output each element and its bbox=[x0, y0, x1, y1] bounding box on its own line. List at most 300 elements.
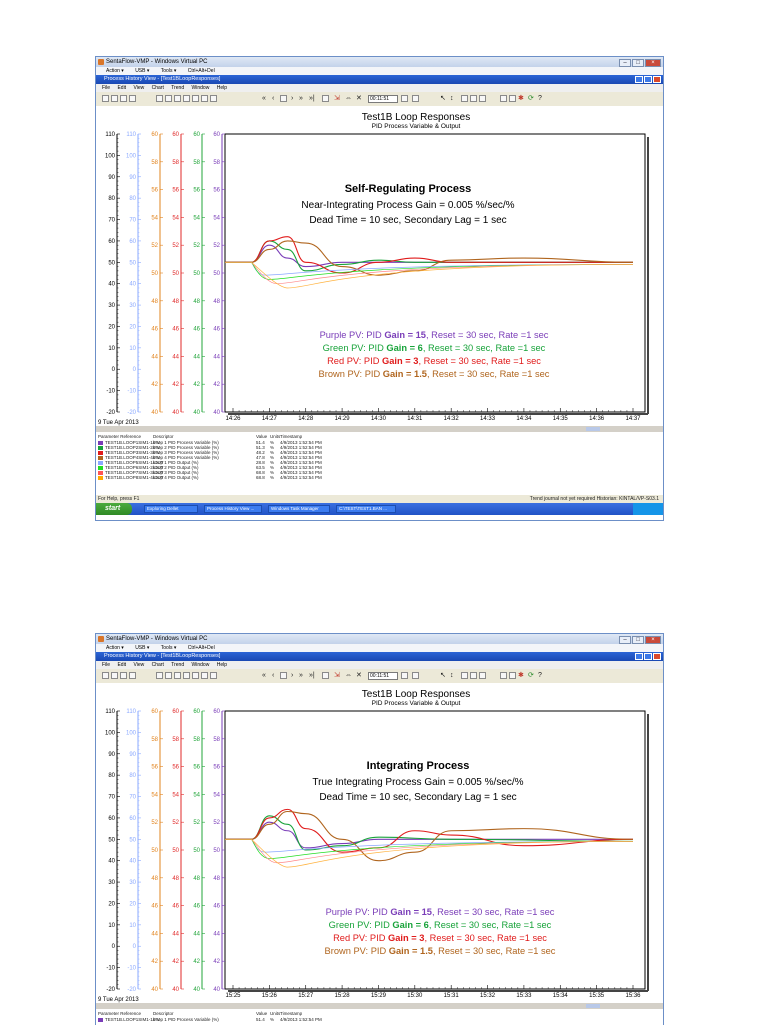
zoom-icon[interactable] bbox=[322, 672, 329, 679]
screenshot-self-regulating bbox=[95, 56, 664, 521]
output-tick-label: 60 bbox=[172, 132, 179, 138]
pv-tick-label: 50 bbox=[108, 837, 115, 844]
vpc-menu-ctrlaltdel[interactable]: Ctrl+Alt+Del bbox=[187, 68, 215, 74]
x-tick-label: 15:25 bbox=[225, 993, 241, 999]
status-bar bbox=[96, 495, 663, 503]
step-forward-icon[interactable]: › bbox=[291, 672, 294, 679]
cell-ts: 4/9/2013 1:52:54 PM bbox=[280, 450, 322, 455]
app-icon bbox=[98, 59, 104, 65]
cell-desc: Loop 3 PID Output (%) bbox=[153, 470, 199, 475]
output-tick-label: 46 bbox=[213, 903, 220, 910]
vpc-menu-ctrlaltdel[interactable]: Ctrl+Alt+Del bbox=[187, 645, 215, 651]
output-tick-label: 60 bbox=[151, 709, 158, 715]
output-tick-label: 54 bbox=[172, 792, 179, 799]
time-dropdown-icon[interactable] bbox=[401, 672, 408, 679]
x-tick-label: 14:29 bbox=[334, 416, 350, 422]
gain-legend-line: Purple PV: PID Gain = 15, Reset = 30 sec, Rate =1 sec bbox=[319, 330, 549, 340]
output-tick-label: 42 bbox=[151, 382, 158, 389]
chart-tool-2-icon[interactable] bbox=[165, 95, 172, 102]
time-dropdown-icon[interactable] bbox=[401, 95, 408, 102]
pv-tick-label: 0 bbox=[111, 944, 115, 951]
output-tick-label: 52 bbox=[151, 820, 158, 827]
menu-edit[interactable]: Edit bbox=[117, 85, 127, 91]
app-minimize-button[interactable] bbox=[635, 76, 643, 83]
cell-ts: 4/9/2013 1:52:54 PM bbox=[280, 460, 322, 465]
output-tick-label: 40 bbox=[193, 987, 200, 993]
new-icon[interactable] bbox=[102, 95, 109, 102]
cell-ref: TEST1B.LOOP6SIM1-2/OUT bbox=[105, 465, 164, 470]
output-tick-label: 50 bbox=[172, 271, 179, 277]
pv-tick-label: 80 bbox=[108, 196, 115, 203]
chart-tool-3-icon[interactable] bbox=[174, 95, 181, 102]
vpc-menu-tools[interactable]: Tools ▾ bbox=[160, 68, 177, 74]
task-exploring[interactable]: Exploring Dellet bbox=[144, 505, 198, 513]
x-tick-label: 15:27 bbox=[298, 993, 314, 999]
scroll-end-icon[interactable]: »| bbox=[309, 95, 315, 102]
horizontal-scrollbar[interactable] bbox=[96, 1003, 663, 1009]
scroll-forward-icon[interactable]: » bbox=[299, 672, 303, 679]
refresh-icon[interactable]: ⟳ bbox=[528, 95, 534, 102]
gain-legend-line: Red PV: PID Gain = 3, Reset = 30 sec, Rate =1 sec bbox=[333, 933, 547, 943]
output-tick-label: 56 bbox=[151, 764, 158, 771]
series-swatch bbox=[98, 1018, 103, 1022]
output-tick-label: 44 bbox=[193, 931, 200, 938]
pv-tick-label: 110 bbox=[126, 709, 136, 715]
legend-icon[interactable] bbox=[479, 95, 486, 102]
app-title: Process History View - [Test1BLoopResponses] bbox=[104, 76, 221, 82]
minimize-button[interactable]: – bbox=[619, 636, 631, 644]
vpc-menu-usb[interactable]: USB ▾ bbox=[135, 645, 150, 651]
trend-table bbox=[96, 434, 663, 494]
time-span-field[interactable]: 00:11:51 bbox=[368, 95, 398, 103]
output-tick-label: 44 bbox=[172, 931, 179, 938]
pv-tick-label: -10 bbox=[127, 388, 136, 395]
output-tick-label: 60 bbox=[193, 709, 200, 715]
close-trend-icon[interactable]: ✕ bbox=[356, 95, 362, 102]
pv-tick-label: 80 bbox=[129, 773, 136, 780]
pv-tick-label: 20 bbox=[129, 324, 136, 331]
output-tick-label: 40 bbox=[172, 987, 179, 993]
pv-tick-label: 10 bbox=[108, 922, 115, 929]
cell-value: 51.3 bbox=[256, 445, 265, 450]
pv-tick-label: 90 bbox=[108, 174, 115, 181]
output-tick-label: 40 bbox=[151, 987, 158, 993]
pan-tool-icon[interactable]: ↕ bbox=[450, 672, 454, 679]
cell-ref: TEST1B.LOOP3SIM1-3/PV bbox=[105, 450, 161, 455]
step-back-icon[interactable]: ‹ bbox=[272, 672, 275, 679]
chart-tool-6-icon[interactable] bbox=[201, 95, 208, 102]
maximize-button[interactable]: □ bbox=[632, 636, 644, 644]
cell-units: % bbox=[270, 470, 275, 475]
pv-tick-label: 50 bbox=[129, 260, 136, 267]
col-descriptor: Descriptor bbox=[153, 1011, 174, 1016]
app-menu-bar bbox=[96, 661, 663, 669]
vpc-menu-action[interactable]: Action ▾ bbox=[106, 68, 124, 74]
window-controls bbox=[618, 635, 661, 643]
cell-desc: Loop 2 PID Process Variable (%) bbox=[153, 445, 219, 450]
pv-tick-label: 110 bbox=[105, 709, 115, 715]
menu-help[interactable]: Help bbox=[216, 85, 227, 91]
pv-tick-label: 10 bbox=[108, 345, 115, 352]
menu-view[interactable]: View bbox=[133, 85, 145, 91]
chart-subtitle: PID Process Variable & Output bbox=[371, 700, 461, 707]
print-icon[interactable] bbox=[129, 672, 136, 679]
vpc-title-bar bbox=[96, 634, 663, 644]
pv-tick-label: 110 bbox=[126, 132, 136, 138]
pv-tick-label: 40 bbox=[108, 281, 115, 288]
x-tick-label: 14:31 bbox=[407, 416, 423, 422]
chart-tool-1-icon[interactable] bbox=[156, 95, 163, 102]
output-tick-label: 52 bbox=[172, 243, 179, 250]
output-tick-label: 40 bbox=[172, 410, 179, 416]
layout-2-icon[interactable] bbox=[509, 95, 516, 102]
chart-tool-4-icon[interactable] bbox=[183, 95, 190, 102]
pv-tick-label: 100 bbox=[125, 153, 136, 160]
pv-tick-label: 70 bbox=[108, 794, 115, 801]
chart-tool-7-icon[interactable] bbox=[210, 95, 217, 102]
table-row[interactable] bbox=[98, 1017, 322, 1022]
screenshot-integrating bbox=[95, 633, 664, 1025]
cell-ref: TEST1B.LOOP1SIM1-1/PV bbox=[105, 440, 161, 445]
legend-icon[interactable] bbox=[479, 672, 486, 679]
open-icon[interactable] bbox=[111, 95, 118, 102]
menu-trend[interactable]: Trend bbox=[171, 662, 185, 668]
output-tick-label: 56 bbox=[213, 187, 220, 194]
x-tick-label: 14:34 bbox=[516, 416, 532, 422]
menu-trend[interactable]: Trend bbox=[171, 85, 185, 91]
task-process-history[interactable]: Process History View ... bbox=[204, 505, 262, 513]
x-tick-label: 15:35 bbox=[589, 993, 605, 999]
pv-tick-label: 90 bbox=[108, 751, 115, 758]
output-tick-label: 58 bbox=[172, 736, 179, 743]
output-tick-label: 42 bbox=[213, 959, 220, 966]
pv-tick-label: 40 bbox=[108, 858, 115, 865]
x-tick-label: 14:36 bbox=[589, 416, 605, 422]
marker-icon[interactable]: ✱ bbox=[518, 95, 524, 102]
go-icon[interactable] bbox=[412, 95, 419, 102]
pv-tick-label: 0 bbox=[132, 367, 136, 374]
chart-tool-1-icon[interactable] bbox=[156, 672, 163, 679]
menu-file[interactable]: File bbox=[102, 85, 111, 91]
chart-tool-5-icon[interactable] bbox=[192, 672, 199, 679]
output-tick-label: 48 bbox=[193, 298, 200, 305]
cell-ts: 4/9/2013 1:52:54 PM bbox=[280, 440, 322, 445]
scroll-forward-icon[interactable]: » bbox=[299, 95, 303, 102]
close-button[interactable]: × bbox=[645, 636, 661, 644]
chart-tool-6-icon[interactable] bbox=[201, 672, 208, 679]
maximize-button[interactable]: □ bbox=[632, 59, 644, 67]
pv-tick-label: -20 bbox=[127, 410, 136, 416]
table-icon[interactable] bbox=[470, 95, 477, 102]
layout-2-icon[interactable] bbox=[509, 672, 516, 679]
output-tick-label: 54 bbox=[151, 792, 158, 799]
cell-units: % bbox=[270, 465, 275, 470]
marker-icon[interactable]: ✱ bbox=[518, 672, 524, 679]
app-minimize-button[interactable] bbox=[635, 653, 643, 660]
output-tick-label: 42 bbox=[213, 382, 220, 389]
menu-view[interactable]: View bbox=[133, 662, 145, 668]
go-icon[interactable] bbox=[412, 672, 419, 679]
annotation-line-1: True Integrating Process Gain = 0.005 %/sec/% bbox=[312, 777, 524, 788]
output-tick-label: 48 bbox=[193, 875, 200, 882]
output-tick-label: 54 bbox=[213, 792, 220, 799]
open-icon[interactable] bbox=[111, 672, 118, 679]
cell-value: 68.8 bbox=[256, 470, 265, 475]
annotation-line-2: Dead Time = 10 sec, Secondary Lag = 1 sec bbox=[319, 792, 517, 803]
layout-1-icon[interactable] bbox=[500, 672, 507, 679]
output-tick-label: 50 bbox=[193, 848, 200, 854]
link-icon[interactable]: ⇔ bbox=[345, 672, 352, 679]
status-left: For Help, press F1 bbox=[98, 496, 140, 502]
cell-desc: Loop 3 PID Process Variable (%) bbox=[153, 450, 219, 455]
output-tick-label: 60 bbox=[213, 709, 220, 715]
new-icon[interactable] bbox=[102, 672, 109, 679]
app-close-button[interactable] bbox=[653, 76, 661, 83]
gain-legend-line: Brown PV: PID Gain = 1.5, Reset = 30 sec, Rate =1 sec bbox=[318, 369, 550, 379]
print-icon[interactable] bbox=[129, 95, 136, 102]
menu-file[interactable]: File bbox=[102, 662, 111, 668]
output-tick-label: 56 bbox=[193, 764, 200, 771]
refresh-icon[interactable]: ⟳ bbox=[528, 672, 534, 679]
scroll-back-icon[interactable]: « bbox=[262, 672, 266, 679]
output-tick-label: 60 bbox=[172, 709, 179, 715]
time-span-field[interactable]: 00:11:51 bbox=[368, 672, 398, 680]
output-tick-label: 46 bbox=[193, 326, 200, 333]
pv-tick-label: 0 bbox=[111, 367, 115, 374]
cell-units: % bbox=[270, 440, 275, 445]
chart-subtitle: PID Process Variable & Output bbox=[371, 123, 461, 130]
vpc-menu-action[interactable]: Action ▾ bbox=[106, 645, 124, 651]
arrow-tool-icon[interactable]: ↖ bbox=[440, 95, 446, 102]
col-units: Units bbox=[270, 1011, 281, 1016]
x-tick-label: 15:26 bbox=[261, 993, 277, 999]
task-test-ban[interactable]: C:\TEST\TEST1.BAN ... bbox=[336, 505, 396, 513]
vpc-window-title: SentaFlow-VMP - Windows Virtual PC bbox=[106, 636, 208, 642]
menu-edit[interactable]: Edit bbox=[117, 662, 127, 668]
save-icon[interactable] bbox=[120, 672, 127, 679]
cursor-icon[interactable]: ⇲ bbox=[334, 672, 340, 679]
save-icon[interactable] bbox=[120, 95, 127, 102]
x-tick-label: 14:28 bbox=[298, 416, 314, 422]
pv-tick-label: 90 bbox=[129, 174, 136, 181]
output-tick-label: 48 bbox=[151, 298, 158, 305]
output-tick-label: 42 bbox=[172, 382, 179, 389]
pv-tick-label: 20 bbox=[108, 324, 115, 331]
col-value: Value bbox=[256, 434, 268, 439]
pv-tick-label: 30 bbox=[129, 303, 136, 310]
x-tick-label: 14:33 bbox=[480, 416, 496, 422]
scroll-back-icon[interactable]: « bbox=[262, 95, 266, 102]
output-tick-label: 46 bbox=[151, 903, 158, 910]
horizontal-scrollbar[interactable] bbox=[96, 426, 663, 432]
zoom-icon[interactable] bbox=[322, 95, 329, 102]
link-icon[interactable]: ⇔ bbox=[345, 95, 352, 102]
col-timestamp: Timestamp bbox=[280, 1011, 303, 1016]
menu-help[interactable]: Help bbox=[216, 662, 227, 668]
output-tick-label: 54 bbox=[193, 215, 200, 222]
pv-tick-label: 0 bbox=[132, 944, 136, 951]
pv-tick-label: 30 bbox=[108, 880, 115, 887]
output-tick-label: 42 bbox=[193, 959, 200, 966]
trend-table bbox=[96, 1011, 663, 1025]
x-tick-label: 15:29 bbox=[370, 993, 386, 999]
menu-chart[interactable]: Chart bbox=[151, 85, 164, 91]
pv-tick-label: 20 bbox=[108, 901, 115, 908]
cell-value: 51.4 bbox=[256, 440, 265, 445]
gain-legend-line: Green PV: PID Gain = 6, Reset = 30 sec, Rate =1 sec bbox=[322, 343, 546, 353]
scroll-end-icon[interactable]: »| bbox=[309, 672, 315, 679]
chart-title: Test1B Loop Responses bbox=[361, 112, 471, 123]
pv-tick-label: 60 bbox=[108, 815, 115, 822]
chart-tool-7-icon[interactable] bbox=[210, 672, 217, 679]
cell-ref: TEST1B.LOOP1SIM1-1/PV bbox=[105, 1017, 161, 1022]
pv-tick-label: 100 bbox=[104, 730, 115, 737]
app-title: Process History View - [Test1BLoopResponses] bbox=[104, 653, 221, 659]
output-tick-label: 54 bbox=[213, 215, 220, 222]
app-icon bbox=[98, 636, 104, 642]
close-button[interactable]: × bbox=[645, 59, 661, 67]
cell-units: % bbox=[270, 445, 275, 450]
step-back-icon[interactable]: ‹ bbox=[272, 95, 275, 102]
col-descriptor: Descriptor bbox=[153, 434, 174, 439]
menu-window[interactable]: Window bbox=[191, 85, 210, 91]
grid-icon[interactable] bbox=[461, 95, 468, 102]
toolbar bbox=[96, 92, 663, 107]
col-parameter: Parameter Reference bbox=[98, 1011, 142, 1016]
output-tick-label: 52 bbox=[213, 243, 220, 250]
output-tick-label: 54 bbox=[151, 215, 158, 222]
series-swatch bbox=[98, 476, 103, 480]
scroll-thumb[interactable] bbox=[586, 427, 600, 431]
gain-legend-line: Green PV: PID Gain = 6, Reset = 30 sec, Rate =1 sec bbox=[328, 920, 552, 930]
cell-value: 51.4 bbox=[256, 1017, 265, 1022]
vpc-menu-tools[interactable]: Tools ▾ bbox=[160, 645, 177, 651]
minimize-button[interactable]: – bbox=[619, 59, 631, 67]
pv-tick-label: 40 bbox=[129, 858, 136, 865]
start-button[interactable]: start bbox=[96, 503, 132, 515]
vpc-title-bar bbox=[96, 57, 663, 67]
output-tick-label: 50 bbox=[213, 848, 220, 854]
output-tick-label: 52 bbox=[213, 820, 220, 827]
cell-ref: TEST1B.LOOP8SIM1-4/OUT bbox=[105, 475, 164, 480]
pv-tick-label: -20 bbox=[106, 987, 115, 993]
output-tick-label: 48 bbox=[151, 875, 158, 882]
cell-ts: 4/9/2013 1:52:54 PM bbox=[280, 445, 322, 450]
cell-ts: 4/9/2013 1:52:54 PM bbox=[280, 470, 322, 475]
x-tick-label: 15:36 bbox=[625, 993, 641, 999]
cell-value: 68.8 bbox=[256, 475, 265, 480]
output-tick-label: 52 bbox=[193, 820, 200, 827]
app-maximize-button[interactable] bbox=[644, 76, 652, 83]
menu-chart[interactable]: Chart bbox=[151, 662, 164, 668]
chart-tool-5-icon[interactable] bbox=[192, 95, 199, 102]
date-label: 9 Tue Apr 2013 bbox=[98, 997, 139, 1003]
output-tick-label: 44 bbox=[213, 354, 220, 361]
output-tick-label: 52 bbox=[151, 243, 158, 250]
grid-icon[interactable] bbox=[461, 672, 468, 679]
trend-chart-2 bbox=[96, 683, 663, 1003]
pv-tick-label: 40 bbox=[129, 281, 136, 288]
annotation-line-2: Dead Time = 10 sec, Secondary Lag = 1 sec bbox=[309, 215, 507, 226]
annotation-title: Self-Regulating Process bbox=[344, 183, 472, 195]
x-tick-label: 14:26 bbox=[225, 416, 241, 422]
table-icon[interactable] bbox=[470, 672, 477, 679]
arrow-tool-icon[interactable]: ↖ bbox=[440, 672, 446, 679]
output-tick-label: 52 bbox=[172, 820, 179, 827]
cell-value: 48.2 bbox=[256, 450, 265, 455]
output-tick-label: 58 bbox=[213, 159, 220, 166]
pv-tick-label: -10 bbox=[106, 388, 115, 395]
cursor-icon[interactable]: ⇲ bbox=[334, 95, 340, 102]
output-tick-label: 46 bbox=[172, 326, 179, 333]
cell-value: 47.8 bbox=[256, 455, 265, 460]
chart-tool-2-icon[interactable] bbox=[165, 672, 172, 679]
output-tick-label: 56 bbox=[213, 764, 220, 771]
output-tick-label: 50 bbox=[151, 271, 158, 277]
output-tick-label: 42 bbox=[151, 959, 158, 966]
chart-tool-4-icon[interactable] bbox=[183, 672, 190, 679]
x-tick-label: 15:30 bbox=[407, 993, 423, 999]
gain-legend-line: Red PV: PID Gain = 3, Reset = 30 sec, Rate =1 sec bbox=[327, 356, 541, 366]
annotation-line-1: Near-Integrating Process Gain = 0.005 %/sec/% bbox=[301, 200, 515, 211]
pv-tick-label: -20 bbox=[127, 987, 136, 993]
help-icon[interactable]: ? bbox=[538, 672, 542, 679]
layout-1-icon[interactable] bbox=[500, 95, 507, 102]
output-tick-label: 48 bbox=[213, 875, 220, 882]
output-tick-label: 42 bbox=[193, 382, 200, 389]
output-tick-label: 58 bbox=[172, 159, 179, 166]
table-row[interactable] bbox=[98, 475, 322, 480]
pv-tick-label: 50 bbox=[129, 837, 136, 844]
app-close-button[interactable] bbox=[653, 653, 661, 660]
chart-tool-3-icon[interactable] bbox=[174, 672, 181, 679]
x-tick-label: 15:32 bbox=[480, 993, 496, 999]
close-trend-icon[interactable]: ✕ bbox=[356, 672, 362, 679]
app-maximize-button[interactable] bbox=[644, 653, 652, 660]
help-icon[interactable]: ? bbox=[538, 95, 542, 102]
task-task-manager[interactable]: Windows Task Manager bbox=[268, 505, 330, 513]
output-tick-label: 56 bbox=[172, 187, 179, 194]
output-tick-label: 60 bbox=[151, 132, 158, 138]
pv-tick-label: -10 bbox=[127, 965, 136, 972]
pv-tick-label: 100 bbox=[104, 153, 115, 160]
pv-tick-label: -10 bbox=[106, 965, 115, 972]
cell-desc: Loop 2 PID Output (%) bbox=[153, 465, 199, 470]
pan-tool-icon[interactable]: ↕ bbox=[450, 95, 454, 102]
pause-icon[interactable] bbox=[280, 95, 287, 102]
output-tick-label: 44 bbox=[193, 354, 200, 361]
output-tick-label: 40 bbox=[151, 410, 158, 416]
output-tick-label: 40 bbox=[193, 410, 200, 416]
cell-ref: TEST1B.LOOP5SIM1-1/OUT bbox=[105, 460, 164, 465]
scroll-thumb[interactable] bbox=[586, 1004, 600, 1008]
cell-value: 63.5 bbox=[256, 465, 265, 470]
cell-units: % bbox=[270, 1017, 275, 1022]
vpc-window-title: SentaFlow-VMP - Windows Virtual PC bbox=[106, 59, 208, 65]
output-tick-label: 50 bbox=[193, 271, 200, 277]
output-tick-label: 44 bbox=[151, 931, 158, 938]
pv-tick-label: 60 bbox=[129, 238, 136, 245]
vpc-menu-usb[interactable]: USB ▾ bbox=[135, 68, 150, 74]
output-tick-label: 58 bbox=[193, 159, 200, 166]
pv-tick-label: -20 bbox=[106, 410, 115, 416]
output-tick-label: 46 bbox=[172, 903, 179, 910]
cell-units: % bbox=[270, 450, 275, 455]
pv-tick-label: 70 bbox=[108, 217, 115, 224]
pause-icon[interactable] bbox=[280, 672, 287, 679]
step-forward-icon[interactable]: › bbox=[291, 95, 294, 102]
menu-window[interactable]: Window bbox=[191, 662, 210, 668]
